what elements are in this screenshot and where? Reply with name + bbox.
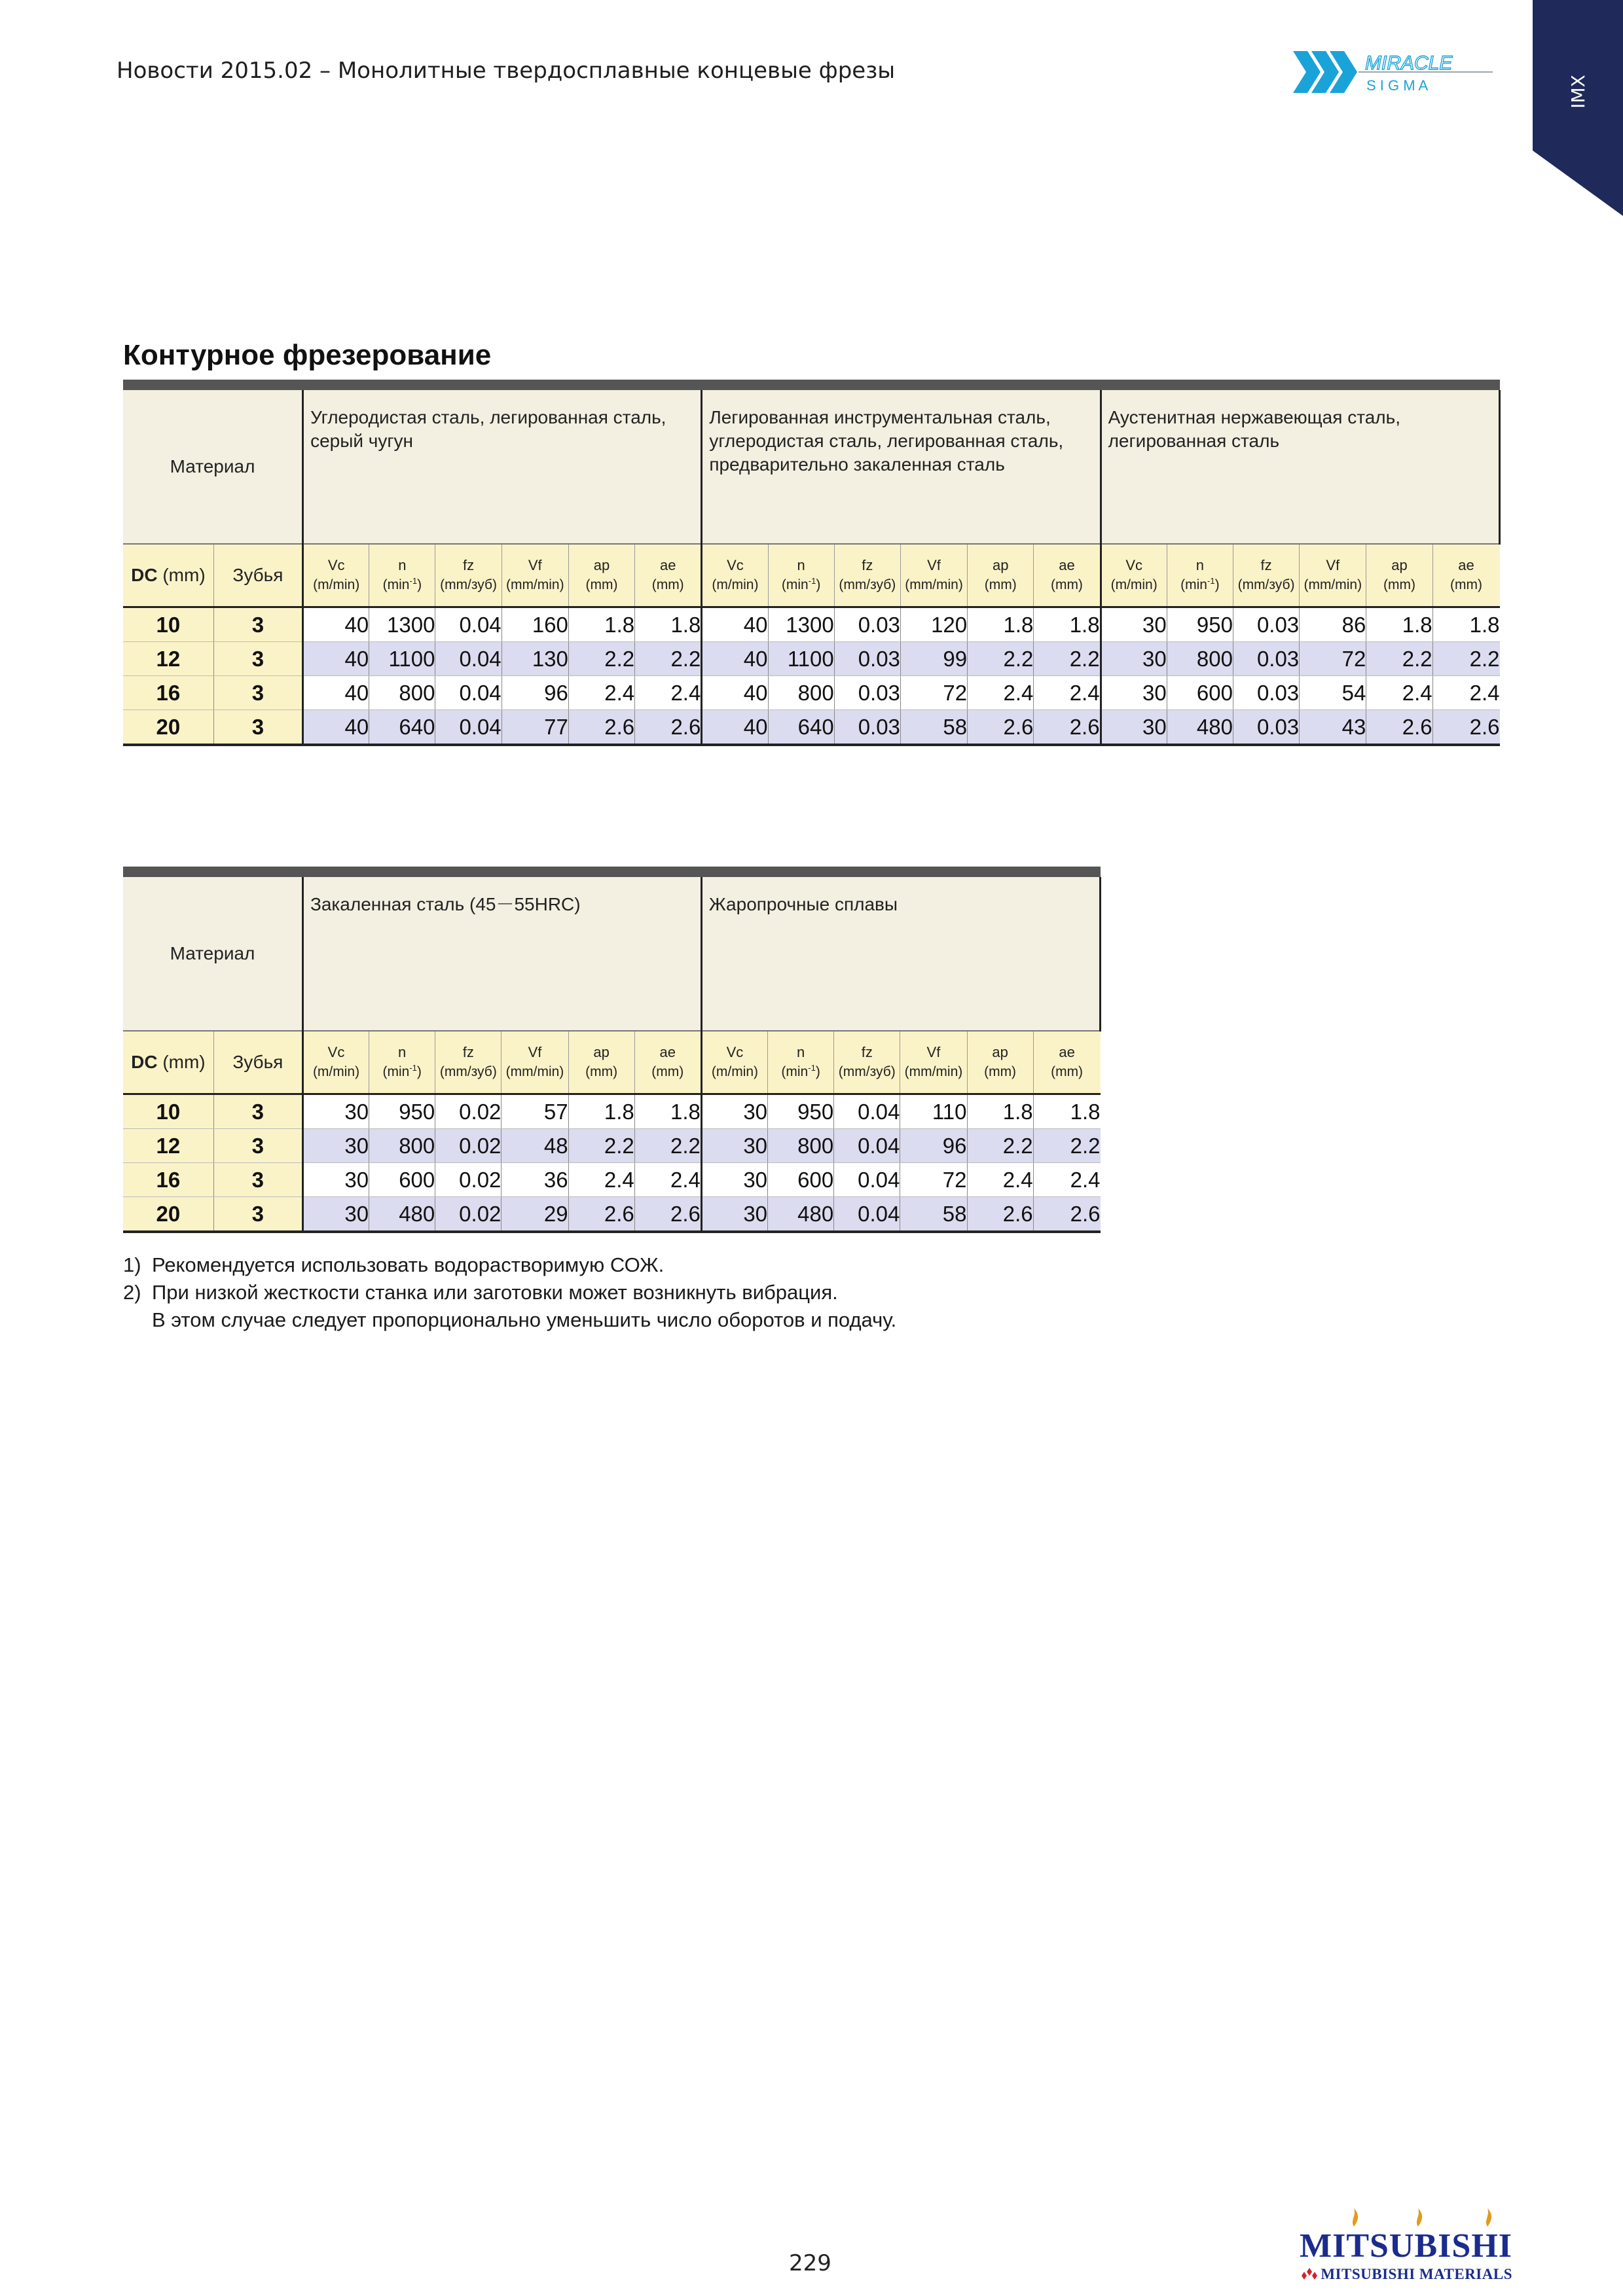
table-row bbox=[123, 642, 1500, 676]
param-name: Vc bbox=[727, 557, 744, 573]
param-name: fz bbox=[1260, 557, 1272, 573]
param-unit: (m/min) bbox=[711, 1064, 759, 1079]
param-header-ae bbox=[1034, 544, 1101, 607]
cell-ae: 2.6 bbox=[1432, 710, 1499, 745]
cell-vf: 72 bbox=[1300, 642, 1366, 676]
three-diamonds-icon bbox=[1301, 2268, 1318, 2284]
cell-ap: 2.4 bbox=[967, 1163, 1033, 1197]
param-name: fz bbox=[463, 557, 475, 573]
param-name: Vf bbox=[1326, 557, 1340, 573]
param-unit: (mm/min) bbox=[904, 1064, 963, 1079]
param-header-n bbox=[1167, 544, 1233, 607]
param-name: n bbox=[796, 1044, 805, 1060]
material-label: Материал bbox=[123, 877, 302, 1031]
cell-fz: 0.04 bbox=[435, 676, 501, 710]
param-header-n bbox=[369, 544, 435, 607]
param-header-ap bbox=[1366, 544, 1432, 607]
param-header-vf bbox=[501, 544, 568, 607]
param-unit: (mm) bbox=[585, 577, 618, 592]
teeth-value: 3 bbox=[213, 710, 302, 745]
cell-vf: 96 bbox=[501, 676, 568, 710]
cell-vc: 30 bbox=[302, 1197, 369, 1232]
cell-vf: 58 bbox=[900, 710, 967, 745]
param-name: Vc bbox=[1125, 557, 1142, 573]
cell-vc: 30 bbox=[701, 1163, 767, 1197]
cell-fz: 0.04 bbox=[834, 1094, 900, 1129]
teeth-value: 3 bbox=[213, 676, 302, 710]
cell-vf: 43 bbox=[1300, 710, 1366, 745]
cell-vc: 40 bbox=[702, 642, 768, 676]
param-name: Vf bbox=[528, 557, 542, 573]
cell-ap: 1.8 bbox=[568, 1094, 634, 1129]
cell-ap: 1.8 bbox=[1366, 607, 1432, 642]
param-header-ap bbox=[968, 544, 1034, 607]
param-header-ae bbox=[634, 1031, 701, 1094]
cell-fz: 0.03 bbox=[1233, 710, 1299, 745]
param-header-vc bbox=[1101, 544, 1167, 607]
cell-vf: 120 bbox=[900, 607, 967, 642]
param-name: n bbox=[398, 1044, 407, 1060]
cell-vc: 40 bbox=[303, 607, 369, 642]
cell-ap: 2.6 bbox=[967, 1197, 1033, 1232]
param-unit: $(\min^{-1})$ bbox=[382, 576, 422, 592]
dc-column-header bbox=[123, 544, 213, 607]
cell-ap: 2.2 bbox=[1366, 642, 1432, 676]
teeth-value: 3 bbox=[213, 1129, 302, 1163]
param-header-vc bbox=[302, 1031, 369, 1094]
param-name: Vc bbox=[327, 1044, 345, 1060]
teeth-column-header: Зубья bbox=[213, 1031, 302, 1094]
param-name: Vf bbox=[528, 1044, 542, 1060]
param-name: ap bbox=[593, 557, 610, 573]
cell-ae: 1.8 bbox=[1432, 607, 1499, 642]
cell-fz: 0.03 bbox=[1233, 607, 1299, 642]
cell-n: 950 bbox=[768, 1094, 834, 1129]
param-unit: (mm/зуб) bbox=[1237, 577, 1295, 592]
cell-n: 480 bbox=[1167, 710, 1233, 745]
cell-ae: 1.8 bbox=[1034, 607, 1101, 642]
cell-ap: 2.4 bbox=[968, 676, 1034, 710]
param-header-fz bbox=[834, 544, 900, 607]
cell-vc: 30 bbox=[701, 1197, 767, 1232]
footnote-text: Рекомендуется использовать водорастворимую СОЖ. bbox=[152, 1253, 665, 1276]
cell-fz: 0.02 bbox=[435, 1197, 501, 1232]
param-unit: (mm) bbox=[1450, 577, 1483, 592]
section-title: Контурное фрезерование bbox=[123, 339, 492, 371]
cell-n: 800 bbox=[369, 1129, 435, 1163]
cell-vf: 36 bbox=[501, 1163, 568, 1197]
cell-ap: 2.6 bbox=[968, 710, 1034, 745]
cell-vf: 160 bbox=[501, 607, 568, 642]
param-unit: (mm) bbox=[984, 577, 1017, 592]
param-unit: (mm) bbox=[1383, 577, 1415, 592]
param-unit: (m/min) bbox=[712, 577, 759, 592]
param-header-ap bbox=[568, 544, 634, 607]
dc-value: 16 bbox=[123, 676, 213, 710]
cell-vf: 57 bbox=[501, 1094, 568, 1129]
cell-fz: 0.04 bbox=[834, 1197, 900, 1232]
table-row bbox=[123, 710, 1500, 745]
footnote-1 bbox=[123, 1251, 896, 1279]
cell-ae: 2.4 bbox=[635, 676, 702, 710]
cell-fz: 0.03 bbox=[834, 710, 900, 745]
flame-marks-icon bbox=[1341, 2207, 1498, 2228]
param-header-n bbox=[369, 1031, 435, 1094]
cell-ap: 2.6 bbox=[568, 1197, 634, 1232]
cell-vf: 110 bbox=[900, 1094, 967, 1129]
page-number: 229 bbox=[789, 2250, 831, 2276]
cell-n: 600 bbox=[1167, 676, 1233, 710]
cell-vc: 30 bbox=[302, 1163, 369, 1197]
param-name: ae bbox=[659, 1044, 676, 1060]
cell-ap: 2.2 bbox=[968, 642, 1034, 676]
cell-vc: 40 bbox=[702, 710, 768, 745]
table-row bbox=[123, 1163, 1101, 1197]
param-unit: (mm/зуб) bbox=[440, 577, 498, 592]
param-unit: $(\min^{-1})$ bbox=[382, 1063, 422, 1079]
cell-fz: 0.03 bbox=[834, 676, 900, 710]
cell-n: 950 bbox=[369, 1094, 435, 1129]
param-unit: (m/min) bbox=[1110, 577, 1158, 592]
table-row bbox=[123, 607, 1500, 642]
param-header-vf bbox=[900, 544, 967, 607]
dc-value: 10 bbox=[123, 1094, 213, 1129]
cell-n: 950 bbox=[1167, 607, 1233, 642]
cell-n: 600 bbox=[369, 1163, 435, 1197]
cell-ap: 2.4 bbox=[568, 1163, 634, 1197]
cell-ap: 1.8 bbox=[968, 607, 1034, 642]
cell-ap: 2.6 bbox=[1366, 710, 1432, 745]
teeth-value: 3 bbox=[213, 1197, 302, 1232]
param-header-n bbox=[768, 1031, 834, 1094]
footnote-2 bbox=[123, 1279, 896, 1306]
teeth-value: 3 bbox=[213, 1094, 302, 1129]
cell-n: 800 bbox=[768, 1129, 834, 1163]
cell-ap: 1.8 bbox=[568, 607, 634, 642]
param-name: ae bbox=[1458, 557, 1474, 573]
page-header-title: Новости 2015.02 – Монолитные твердосплавные концевые фрезы bbox=[117, 58, 896, 84]
table-row bbox=[123, 676, 1500, 710]
param-unit: (mm/зуб) bbox=[839, 577, 896, 592]
param-name: n bbox=[1195, 557, 1204, 573]
cell-vf: 99 bbox=[900, 642, 967, 676]
param-header-n bbox=[768, 544, 834, 607]
corner-tab bbox=[1533, 0, 1623, 216]
cell-n: 600 bbox=[768, 1163, 834, 1197]
cell-ae: 2.6 bbox=[634, 1197, 701, 1232]
teeth-value: 3 bbox=[213, 642, 302, 676]
cell-n: 800 bbox=[768, 676, 834, 710]
param-unit: (mm/зуб) bbox=[439, 1064, 497, 1079]
footnote-number: 1) bbox=[123, 1253, 141, 1276]
cell-ap: 2.6 bbox=[568, 710, 634, 745]
cell-n: 480 bbox=[768, 1197, 834, 1232]
param-unit: (mm/min) bbox=[505, 577, 564, 592]
cell-fz: 0.03 bbox=[1233, 642, 1299, 676]
cell-fz: 0.04 bbox=[435, 607, 501, 642]
cell-fz: 0.04 bbox=[435, 642, 501, 676]
cell-vc: 30 bbox=[1101, 642, 1167, 676]
cell-ae: 2.4 bbox=[634, 1163, 701, 1197]
cell-vf: 77 bbox=[501, 710, 568, 745]
param-header-vf bbox=[1300, 544, 1366, 607]
cell-vf: 72 bbox=[900, 676, 967, 710]
cell-ae: 2.2 bbox=[635, 642, 702, 676]
teeth-value: 3 bbox=[213, 1163, 302, 1197]
param-name: Vf bbox=[926, 1044, 941, 1060]
teeth-column-header: Зубья bbox=[213, 544, 302, 607]
cell-fz: 0.03 bbox=[834, 607, 900, 642]
param-header-vc bbox=[702, 544, 768, 607]
param-unit: (mm) bbox=[585, 1064, 618, 1079]
param-header-vc bbox=[303, 544, 369, 607]
cell-ae: 2.2 bbox=[1034, 642, 1101, 676]
param-unit: (m/min) bbox=[313, 577, 360, 592]
footnotes bbox=[123, 1251, 896, 1334]
cell-ae: 1.8 bbox=[1033, 1094, 1100, 1129]
cell-vc: 30 bbox=[302, 1094, 369, 1129]
table-row bbox=[123, 1129, 1101, 1163]
material-group-1: Углеродистая сталь, легированная сталь, серый чугун bbox=[303, 390, 702, 544]
dc-value: 20 bbox=[123, 710, 213, 745]
cell-ap: 2.4 bbox=[1366, 676, 1432, 710]
cell-vc: 30 bbox=[302, 1129, 369, 1163]
param-name: ap bbox=[593, 1044, 610, 1060]
param-header-ae bbox=[1033, 1031, 1100, 1094]
param-unit: $(\min^{-1})$ bbox=[781, 1063, 820, 1079]
cell-ap: 2.2 bbox=[967, 1129, 1033, 1163]
cell-n: 1100 bbox=[768, 642, 834, 676]
dc-label: DC bbox=[131, 565, 158, 585]
table-row bbox=[123, 1197, 1101, 1232]
param-header-fz bbox=[435, 544, 501, 607]
cutting-table-2 bbox=[123, 867, 1101, 1233]
param-name: ap bbox=[993, 557, 1009, 573]
cell-fz: 0.03 bbox=[1233, 676, 1299, 710]
param-unit: (mm/min) bbox=[505, 1064, 564, 1079]
cell-ae: 2.6 bbox=[1034, 710, 1101, 745]
cell-ae: 2.6 bbox=[1033, 1197, 1100, 1232]
miracle-sigma-logo bbox=[1293, 46, 1496, 98]
cell-vf: 29 bbox=[501, 1197, 568, 1232]
cell-fz: 0.02 bbox=[435, 1163, 501, 1197]
cell-ap: 2.2 bbox=[568, 642, 634, 676]
footnote-2-continuation: В этом случае следует пропорционально уменьшить число оборотов и подачу. bbox=[152, 1308, 897, 1331]
cell-vc: 40 bbox=[303, 676, 369, 710]
param-name: ap bbox=[992, 1044, 1008, 1060]
param-unit: (mm) bbox=[651, 1064, 684, 1079]
param-header-ae bbox=[1432, 544, 1499, 607]
param-unit: $(\min^{-1})$ bbox=[781, 576, 821, 592]
cell-ae: 2.2 bbox=[1432, 642, 1499, 676]
cell-fz: 0.04 bbox=[834, 1163, 900, 1197]
param-unit: (mm) bbox=[1051, 1064, 1084, 1079]
cell-vc: 30 bbox=[1101, 607, 1167, 642]
cell-n: 640 bbox=[768, 710, 834, 745]
cell-vc: 40 bbox=[303, 642, 369, 676]
cell-fz: 0.02 bbox=[435, 1129, 501, 1163]
dc-value: 20 bbox=[123, 1197, 213, 1232]
logo-miracle-text: MIRACLE bbox=[1365, 52, 1453, 74]
cell-n: 1300 bbox=[369, 607, 435, 642]
param-header-vc bbox=[701, 1031, 767, 1094]
cell-ae: 2.4 bbox=[1432, 676, 1499, 710]
cell-n: 1100 bbox=[369, 642, 435, 676]
cell-vc: 30 bbox=[1101, 710, 1167, 745]
logo-sigma-text: S I G M A bbox=[1366, 77, 1429, 94]
param-name: ae bbox=[659, 557, 676, 573]
cell-n: 480 bbox=[369, 1197, 435, 1232]
cell-fz: 0.04 bbox=[435, 710, 501, 745]
cell-ae: 1.8 bbox=[634, 1094, 701, 1129]
cell-fz: 0.03 bbox=[834, 642, 900, 676]
mitsubishi-logo bbox=[1300, 2207, 1512, 2282]
cell-vc: 40 bbox=[702, 676, 768, 710]
param-name: Vf bbox=[927, 557, 941, 573]
param-unit: (mm/зуб) bbox=[838, 1064, 896, 1079]
param-name: ap bbox=[1391, 557, 1408, 573]
param-name: ae bbox=[1059, 557, 1075, 573]
cell-n: 640 bbox=[369, 710, 435, 745]
cell-ap: 2.2 bbox=[568, 1129, 634, 1163]
param-name: Vc bbox=[327, 557, 345, 573]
cell-vf: 72 bbox=[900, 1163, 967, 1197]
param-header-vf bbox=[501, 1031, 568, 1094]
brand-name: MITSUBISHI bbox=[1300, 2227, 1512, 2265]
param-name: fz bbox=[462, 1044, 474, 1060]
brand-subline bbox=[1301, 2266, 1512, 2284]
param-name: fz bbox=[861, 1044, 873, 1060]
cell-n: 800 bbox=[369, 676, 435, 710]
cell-vf: 86 bbox=[1300, 607, 1366, 642]
dc-value: 10 bbox=[123, 607, 213, 642]
dc-unit: (mm) bbox=[162, 1052, 206, 1072]
dc-value: 12 bbox=[123, 642, 213, 676]
cell-vf: 130 bbox=[501, 642, 568, 676]
cell-vc: 30 bbox=[701, 1129, 767, 1163]
cell-ae: 2.2 bbox=[1033, 1129, 1100, 1163]
param-unit: (mm) bbox=[984, 1064, 1017, 1079]
dc-label: DC bbox=[131, 1052, 158, 1072]
footnote-text: При низкой жесткости станка или заготовки может возникнуть вибрация. bbox=[152, 1281, 838, 1304]
cell-vf: 54 bbox=[1300, 676, 1366, 710]
cell-ae: 2.2 bbox=[634, 1129, 701, 1163]
cell-n: 800 bbox=[1167, 642, 1233, 676]
param-header-vf bbox=[900, 1031, 967, 1094]
param-header-ae bbox=[635, 544, 702, 607]
cell-vc: 30 bbox=[701, 1094, 767, 1129]
teeth-value: 3 bbox=[213, 607, 302, 642]
material-group-hardened: Закаленная сталь (45－55HRC) bbox=[302, 877, 701, 1031]
cell-vc: 30 bbox=[1101, 676, 1167, 710]
cell-ae: 1.8 bbox=[635, 607, 702, 642]
dc-value: 16 bbox=[123, 1163, 213, 1197]
cell-ae: 2.6 bbox=[635, 710, 702, 745]
cell-ap: 1.8 bbox=[967, 1094, 1033, 1129]
dc-value: 12 bbox=[123, 1129, 213, 1163]
dc-column-header bbox=[123, 1031, 213, 1094]
param-name: n bbox=[398, 557, 407, 573]
brand-sub-text: MITSUBISHI MATERIALS bbox=[1321, 2266, 1512, 2282]
footnote-number: 2) bbox=[123, 1281, 141, 1304]
param-name: fz bbox=[862, 557, 873, 573]
cell-vf: 58 bbox=[900, 1197, 967, 1232]
cell-fz: 0.04 bbox=[834, 1129, 900, 1163]
param-unit: (mm) bbox=[1050, 577, 1083, 592]
cutting-table-1 bbox=[123, 380, 1501, 746]
param-name: Vc bbox=[726, 1044, 744, 1060]
cell-ae: 2.4 bbox=[1034, 676, 1101, 710]
material-group-3: Аустенитная нержавеющая сталь, легированная сталь bbox=[1101, 390, 1499, 544]
cell-vf: 96 bbox=[900, 1129, 967, 1163]
cell-vf: 48 bbox=[501, 1129, 568, 1163]
param-unit: (mm) bbox=[651, 577, 684, 592]
cell-n: 1300 bbox=[768, 607, 834, 642]
param-header-ap bbox=[967, 1031, 1033, 1094]
cell-ae: 2.4 bbox=[1033, 1163, 1100, 1197]
param-header-fz bbox=[1233, 544, 1299, 607]
cell-vc: 40 bbox=[303, 710, 369, 745]
param-header-ap bbox=[568, 1031, 634, 1094]
param-header-fz bbox=[435, 1031, 501, 1094]
param-name: ae bbox=[1059, 1044, 1075, 1060]
cell-fz: 0.02 bbox=[435, 1094, 501, 1129]
corner-tab-label: IMX bbox=[1567, 75, 1589, 109]
param-unit: (m/min) bbox=[312, 1064, 360, 1079]
param-unit: (mm/min) bbox=[1304, 577, 1362, 592]
param-unit: $(\min^{-1})$ bbox=[1180, 576, 1220, 592]
param-header-fz bbox=[834, 1031, 900, 1094]
table-row bbox=[123, 1094, 1101, 1129]
dc-unit: (mm) bbox=[162, 565, 206, 585]
param-name: n bbox=[797, 557, 805, 573]
param-unit: (mm/min) bbox=[905, 577, 963, 592]
material-group-2: Легированная инструментальная сталь, углеродистая сталь, легированная сталь, предварительно закаленная сталь bbox=[702, 390, 1101, 544]
material-label: Материал bbox=[123, 390, 303, 544]
cell-ap: 2.4 bbox=[568, 676, 634, 710]
material-group-heat-resistant: Жаропрочные сплавы bbox=[701, 877, 1100, 1031]
cell-vc: 40 bbox=[702, 607, 768, 642]
